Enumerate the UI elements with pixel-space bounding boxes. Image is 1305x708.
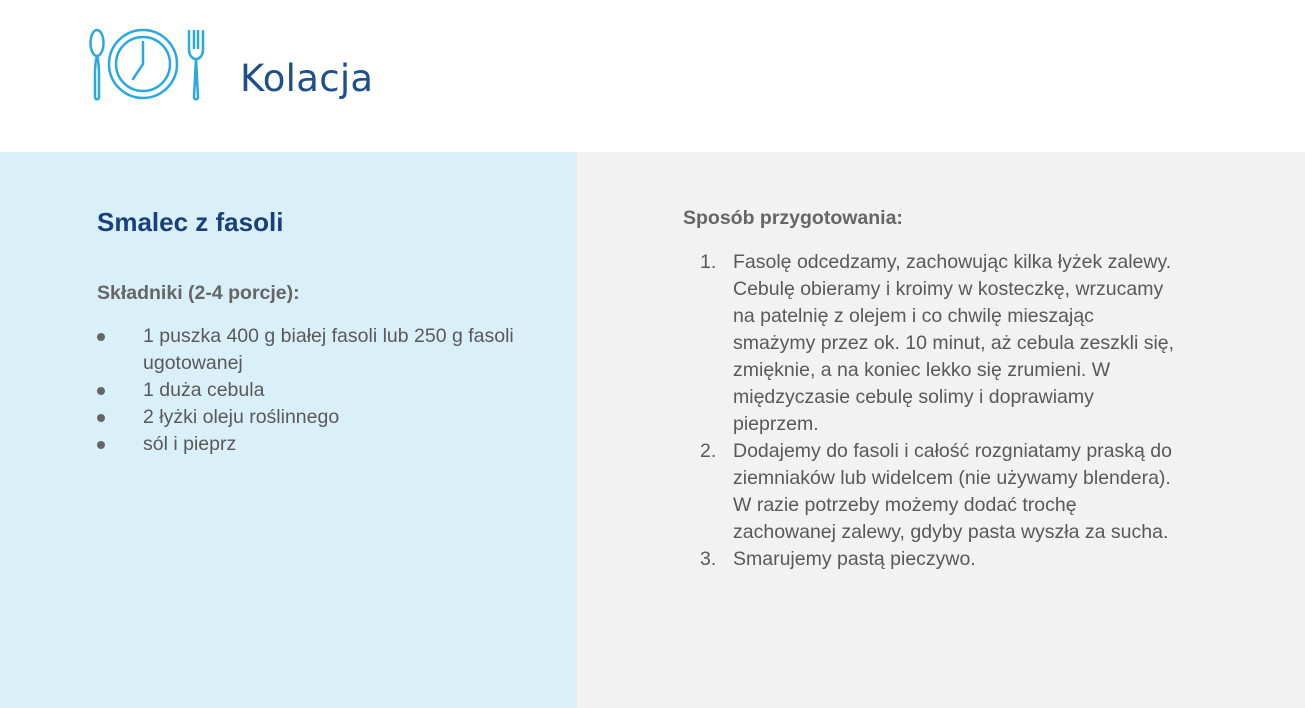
ingredient-item [97, 377, 517, 404]
meal-title: Kolacja [240, 57, 374, 100]
steps-list [700, 249, 1180, 573]
ingredient-text: 1 duża cebula [143, 379, 265, 401]
method-heading: Sposób przygotowania: [683, 207, 903, 229]
ingredient-text: sól i pieprz [143, 433, 237, 455]
recipe-title: Smalec z fasoli [97, 207, 284, 237]
step-text: Smarujemy pastą pieczywo. [733, 548, 976, 570]
bullet-icon [97, 414, 105, 422]
ingredients-heading: Składniki (2-4 porcje): [97, 282, 300, 304]
step-item [700, 546, 1180, 573]
step-number: 3. [700, 548, 717, 570]
step-number: 1. [700, 251, 717, 273]
ingredient-text: 1 puszka 400 g białej fasoli lub 250 g fasoli ugotowanej [143, 325, 514, 374]
ingredient-item [97, 431, 517, 458]
step-item [700, 249, 1180, 438]
step-text: Fasolę odcedzamy, zachowując kilka łyżek zalewy. Cebulę obieramy i kroimy w kosteczkę, wrzucamy na patelnię z olejem i co chwilę mieszając smażymy przez ok. 10 minut, aż cebula zeszkli się, zmięknie, a na koniec lekko się zrumieni. W międzyczasie cebulę solimy i doprawiamy pieprzem. [733, 251, 1175, 435]
plate-clock-cutlery-icon [84, 26, 216, 106]
bullet-icon [97, 441, 105, 449]
ingredient-item [97, 404, 517, 431]
ingredient-item [97, 323, 517, 377]
step-item [700, 438, 1180, 546]
bullet-icon [97, 387, 105, 395]
ingredient-text: 2 łyżki oleju roślinnego [143, 406, 340, 428]
header [0, 0, 1305, 152]
ingredients-list [97, 323, 517, 458]
step-text: Dodajemy do fasoli i całość rozgniatamy praską do ziemniaków lub widelcem (nie używamy blendera). W razie potrzeby możemy dodać trochę zachowanej zalewy, gdyby pasta wyszła za sucha. [733, 440, 1172, 543]
step-number: 2. [700, 440, 717, 462]
bullet-icon [97, 333, 105, 341]
